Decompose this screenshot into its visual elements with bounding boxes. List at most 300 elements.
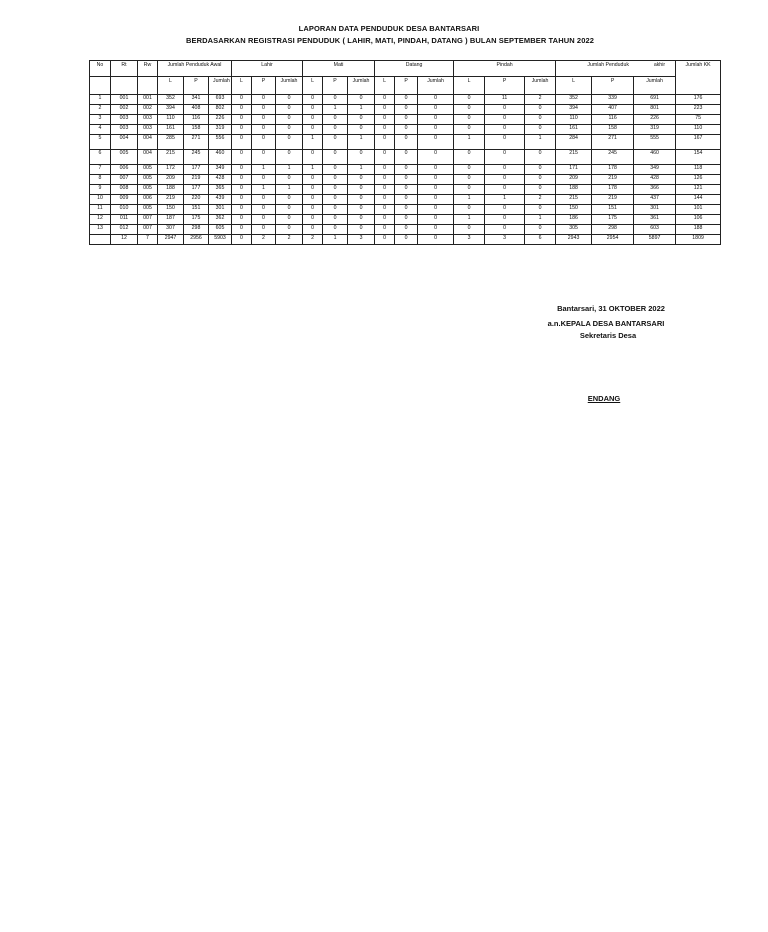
table-cell: 106 [676, 215, 721, 225]
table-cell: 0 [323, 165, 348, 175]
table-cell: 0 [348, 215, 375, 225]
table-cell: 0 [395, 185, 418, 195]
table-cell: 0 [375, 135, 395, 150]
subheader-mati-jumlah: Jumlah [348, 77, 375, 95]
table-cell: 010 [111, 205, 138, 215]
table-cell: 7 [90, 165, 111, 175]
table-cell: 008 [111, 185, 138, 195]
table-cell: 801 [634, 105, 676, 115]
table-cell: 0 [232, 185, 252, 195]
table-cell: 175 [592, 215, 634, 225]
table-cell: 1 [276, 165, 303, 175]
table-cell: 0 [454, 175, 485, 185]
table-cell: 605 [209, 225, 232, 235]
table-cell: 004 [138, 150, 158, 165]
table-cell: 002 [138, 105, 158, 115]
table-cell: 0 [323, 185, 348, 195]
table-cell: 8 [90, 175, 111, 185]
table-cell: 307 [158, 225, 184, 235]
total-cell: 1 [323, 235, 348, 245]
signature-place-date: Bantarsari, 31 OKTOBER 2022 [557, 304, 665, 313]
table-cell: 0 [276, 135, 303, 150]
table-cell: 004 [138, 135, 158, 150]
table-cell: 0 [418, 105, 454, 115]
table-cell: 116 [184, 115, 209, 125]
table-cell: 0 [395, 195, 418, 205]
table-cell: 408 [184, 105, 209, 115]
table-cell: 188 [676, 225, 721, 235]
table-cell: 341 [184, 95, 209, 105]
table-cell: 144 [676, 195, 721, 205]
table-cell: 339 [592, 95, 634, 105]
table-cell: 188 [556, 185, 592, 195]
table-cell: 0 [348, 150, 375, 165]
table-cell: 0 [375, 195, 395, 205]
table-cell: 0 [395, 165, 418, 175]
table-cell: 0 [454, 125, 485, 135]
table-cell: 0 [252, 135, 276, 150]
table-cell: 0 [418, 185, 454, 195]
table-cell: 0 [485, 225, 525, 235]
table-cell: 001 [111, 95, 138, 105]
signature-on-behalf: a.n.KEPALA DESA BANTARSARI [547, 319, 665, 328]
table-cell: 0 [525, 165, 556, 175]
table-cell: 175 [184, 215, 209, 225]
table-cell: 1 [348, 135, 375, 150]
header-mati: Mati [303, 61, 375, 77]
table-cell: 0 [348, 195, 375, 205]
table-cell: 167 [676, 135, 721, 150]
table-cell: 319 [634, 125, 676, 135]
subheader-datang-l: L [375, 77, 395, 95]
table-cell: 0 [485, 215, 525, 225]
table-cell: 1 [90, 95, 111, 105]
table-cell: 0 [232, 115, 252, 125]
table-cell: 0 [418, 175, 454, 185]
table-cell: 0 [454, 95, 485, 105]
table-row [90, 205, 721, 215]
header-akhir [556, 61, 676, 77]
table-cell: 0 [276, 150, 303, 165]
table-cell: 0 [395, 105, 418, 115]
table-cell: 219 [184, 175, 209, 185]
table-cell: 172 [158, 165, 184, 175]
table-cell: 0 [375, 225, 395, 235]
total-cell: 6 [525, 235, 556, 245]
table-row [90, 185, 721, 195]
table-cell: 0 [418, 95, 454, 105]
total-cell: 2956 [184, 235, 209, 245]
table-cell: 215 [556, 150, 592, 165]
table-cell: 0 [375, 95, 395, 105]
table-cell: 0 [454, 185, 485, 195]
subheader-mati-l: L [303, 77, 323, 95]
table-cell: 0 [348, 185, 375, 195]
table-cell: 1 [485, 195, 525, 205]
total-cell: 2 [252, 235, 276, 245]
table-cell: 0 [525, 205, 556, 215]
table-cell: 006 [111, 165, 138, 175]
table-cell: 394 [556, 105, 592, 115]
table-cell: 007 [111, 175, 138, 185]
table-cell: 0 [485, 105, 525, 115]
table-cell: 0 [232, 215, 252, 225]
subheader-pindah-jumlah: Jumlah [525, 77, 556, 95]
table-cell: 75 [676, 115, 721, 125]
header-akhir-label: Jumlah Penduduk [587, 62, 629, 68]
table-cell: 1 [252, 185, 276, 195]
table-row [90, 105, 721, 115]
table-cell: 0 [375, 175, 395, 185]
table-cell: 428 [634, 175, 676, 185]
signature-name [570, 394, 630, 403]
table-cell: 219 [592, 175, 634, 185]
table-cell: 0 [525, 225, 556, 235]
table-cell: 0 [395, 125, 418, 135]
table-cell: 002 [111, 105, 138, 115]
table-row [90, 215, 721, 225]
header-lahir: Lahir [232, 61, 303, 77]
table-cell: 301 [634, 205, 676, 215]
table-cell: 245 [184, 150, 209, 165]
table-cell: 0 [525, 150, 556, 165]
table-cell: 110 [158, 115, 184, 125]
table-cell: 171 [556, 165, 592, 175]
table-cell: 006 [138, 195, 158, 205]
table-row [90, 115, 721, 125]
table-cell: 0 [232, 165, 252, 175]
table-cell: 005 [138, 165, 158, 175]
table-cell: 352 [556, 95, 592, 105]
table-cell: 178 [592, 185, 634, 195]
total-cell: 12 [111, 235, 138, 245]
table-cell: 0 [418, 205, 454, 215]
table-cell: 0 [252, 125, 276, 135]
table-cell: 305 [556, 225, 592, 235]
table-row [90, 175, 721, 185]
subheader-akhir-jumlah: Jumlah [634, 77, 676, 95]
header-kk: Jumlah KK [676, 61, 721, 95]
table-cell: 0 [276, 215, 303, 225]
table-cell: 1 [348, 165, 375, 175]
subheader-pindah-p: P [485, 77, 525, 95]
table-cell: 0 [348, 175, 375, 185]
table-cell: 154 [676, 150, 721, 165]
table-cell: 110 [556, 115, 592, 125]
table-cell: 0 [232, 195, 252, 205]
table-cell: 0 [252, 195, 276, 205]
table-cell: 0 [348, 225, 375, 235]
table-cell: 0 [276, 105, 303, 115]
table-cell: 691 [634, 95, 676, 105]
table-cell: 0 [323, 150, 348, 165]
table-cell: 215 [556, 195, 592, 205]
table-cell: 0 [252, 215, 276, 225]
table-cell: 150 [556, 205, 592, 215]
table-cell: 0 [303, 195, 323, 205]
table-cell: 151 [184, 205, 209, 215]
total-cell: 3 [348, 235, 375, 245]
table-cell: 0 [276, 195, 303, 205]
table-cell: 0 [232, 135, 252, 150]
table-cell: 285 [158, 135, 184, 150]
table-cell: 0 [418, 125, 454, 135]
table-cell: 005 [138, 185, 158, 195]
table-cell: 0 [418, 225, 454, 235]
table-cell: 0 [525, 175, 556, 185]
table-cell: 301 [209, 205, 232, 215]
table-cell: 226 [634, 115, 676, 125]
table-cell: 1 [276, 185, 303, 195]
table-cell: 0 [232, 225, 252, 235]
table-cell: 0 [485, 125, 525, 135]
table-cell: 0 [454, 225, 485, 235]
signature-name-text: ENDANG [587, 394, 621, 403]
subheader-empty [90, 77, 111, 95]
table-row [90, 125, 721, 135]
table-cell: 0 [323, 175, 348, 185]
table-cell: 007 [138, 225, 158, 235]
table-cell: 0 [232, 125, 252, 135]
table-row [90, 165, 721, 175]
total-cell: 2 [303, 235, 323, 245]
table-cell: 0 [418, 135, 454, 150]
total-cell: 0 [395, 235, 418, 245]
table-cell: 0 [276, 115, 303, 125]
table-cell: 0 [454, 105, 485, 115]
table-cell: 9 [90, 185, 111, 195]
table-total-row [90, 235, 721, 245]
subheader-datang-jumlah: Jumlah [418, 77, 454, 95]
table-header-row [90, 61, 721, 77]
table-cell: 4 [90, 125, 111, 135]
table-cell: 177 [184, 185, 209, 195]
table-cell: 0 [418, 115, 454, 125]
table-cell: 003 [111, 115, 138, 125]
subheader-lahir-jumlah: Jumlah [276, 77, 303, 95]
table-cell: 0 [303, 95, 323, 105]
header-rw: Rw [138, 61, 158, 77]
table-cell: 1 [525, 135, 556, 150]
header-awal: Jumlah Penduduk Awal [158, 61, 232, 77]
total-cell: 2 [276, 235, 303, 245]
subheader-empty [111, 77, 138, 95]
header-rt: Rt [111, 61, 138, 77]
table-cell: 178 [592, 165, 634, 175]
total-cell: 0 [232, 235, 252, 245]
table-cell: 1 [454, 195, 485, 205]
total-cell: 0 [375, 235, 395, 245]
table-cell: 158 [184, 125, 209, 135]
table-cell: 226 [209, 115, 232, 125]
table-cell: 361 [634, 215, 676, 225]
table-cell: 1 [252, 165, 276, 175]
table-cell: 0 [485, 150, 525, 165]
table-cell: 151 [592, 205, 634, 215]
table-cell: 349 [209, 165, 232, 175]
table-cell: 603 [634, 225, 676, 235]
table-cell: 0 [375, 125, 395, 135]
table-cell: 0 [323, 195, 348, 205]
table-cell: 0 [395, 115, 418, 125]
table-cell: 349 [634, 165, 676, 175]
table-cell: 005 [111, 150, 138, 165]
table-cell: 0 [303, 175, 323, 185]
subheader-awal-l: L [158, 77, 184, 95]
table-cell: 186 [556, 215, 592, 225]
table-cell: 0 [525, 125, 556, 135]
table-cell: 0 [418, 165, 454, 175]
table-cell: 0 [232, 105, 252, 115]
table-cell: 0 [375, 115, 395, 125]
table-cell: 0 [348, 205, 375, 215]
table-cell: 126 [676, 175, 721, 185]
table-cell: 0 [454, 165, 485, 175]
table-cell: 407 [592, 105, 634, 115]
table-cell: 693 [209, 95, 232, 105]
table-cell: 352 [158, 95, 184, 105]
table-cell: 012 [111, 225, 138, 235]
subheader-awal-p: P [184, 77, 209, 95]
table-cell: 460 [209, 150, 232, 165]
table-cell: 0 [252, 115, 276, 125]
subheader-akhir-p: P [592, 77, 634, 95]
table-row [90, 135, 721, 150]
table-cell: 6 [90, 150, 111, 165]
total-cell: 1809 [676, 235, 721, 245]
table-cell: 0 [276, 175, 303, 185]
table-cell: 12 [90, 215, 111, 225]
table-cell: 2 [90, 105, 111, 115]
table-cell: 0 [375, 205, 395, 215]
table-cell: 150 [158, 205, 184, 215]
table-cell: 005 [138, 205, 158, 215]
table-cell: 220 [184, 195, 209, 205]
subheader-empty [138, 77, 158, 95]
table-cell: 0 [303, 115, 323, 125]
table-cell: 1 [525, 215, 556, 225]
table-cell: 0 [395, 215, 418, 225]
subheader-akhir-l: L [556, 77, 592, 95]
table-cell: 0 [485, 115, 525, 125]
table-cell: 0 [375, 185, 395, 195]
total-cell: 5903 [209, 235, 232, 245]
table-cell: 1 [454, 135, 485, 150]
table-cell: 245 [592, 150, 634, 165]
table-cell: 0 [252, 95, 276, 105]
total-cell: 3 [485, 235, 525, 245]
table-cell: 362 [209, 215, 232, 225]
subheader-awal-jumlah: Jumlah [209, 77, 232, 95]
table-cell: 437 [634, 195, 676, 205]
table-cell: 215 [158, 150, 184, 165]
table-cell: 0 [525, 115, 556, 125]
table-cell: 0 [323, 95, 348, 105]
table-cell: 0 [303, 125, 323, 135]
table-cell: 0 [232, 175, 252, 185]
table-cell: 284 [556, 135, 592, 150]
table-cell: 2 [525, 95, 556, 105]
table-cell: 0 [454, 150, 485, 165]
table-cell: 0 [525, 185, 556, 195]
table-cell: 0 [232, 205, 252, 215]
table-cell: 223 [676, 105, 721, 115]
table-cell: 0 [418, 195, 454, 205]
table-cell: 298 [184, 225, 209, 235]
table-row [90, 195, 721, 205]
table-cell: 0 [395, 135, 418, 150]
table-cell: 161 [158, 125, 184, 135]
table-cell: 3 [90, 115, 111, 125]
table-cell: 10 [90, 195, 111, 205]
table-cell: 0 [276, 205, 303, 215]
table-cell: 219 [592, 195, 634, 205]
table-cell: 0 [323, 205, 348, 215]
subheader-mati-p: P [323, 77, 348, 95]
table-cell: 0 [418, 150, 454, 165]
table-cell: 0 [232, 95, 252, 105]
table-cell: 366 [634, 185, 676, 195]
table-cell: 0 [395, 225, 418, 235]
table-cell: 365 [209, 185, 232, 195]
table-cell: 0 [485, 185, 525, 195]
table-cell: 003 [138, 115, 158, 125]
table-cell: 004 [111, 135, 138, 150]
table-cell: 0 [303, 185, 323, 195]
table-cell: 209 [158, 175, 184, 185]
table-cell: 0 [303, 150, 323, 165]
table-cell: 005 [138, 175, 158, 185]
table-cell: 0 [276, 225, 303, 235]
table-cell: 1 [454, 215, 485, 225]
report-title: LAPORAN DATA PENDUDUK DESA BANTARSARI [298, 24, 480, 33]
table-cell: 176 [676, 95, 721, 105]
table-subheader-row [90, 77, 721, 95]
table-cell: 003 [111, 125, 138, 135]
table-cell: 0 [375, 215, 395, 225]
table-cell: 0 [485, 135, 525, 150]
table-cell: 219 [158, 195, 184, 205]
table-cell: 209 [556, 175, 592, 185]
table-cell: 007 [138, 215, 158, 225]
table-cell: 439 [209, 195, 232, 205]
table-cell: 003 [138, 125, 158, 135]
table-cell: 0 [525, 105, 556, 115]
total-cell: 2954 [592, 235, 634, 245]
table-cell: 555 [634, 135, 676, 150]
subheader-lahir-p: P [252, 77, 276, 95]
table-cell: 0 [303, 215, 323, 225]
table-cell: 1 [303, 135, 323, 150]
table-cell: 271 [184, 135, 209, 150]
total-cell: 3 [454, 235, 485, 245]
table-cell: 0 [485, 205, 525, 215]
table-cell: 556 [209, 135, 232, 150]
table-row [90, 225, 721, 235]
table-cell: 11 [90, 205, 111, 215]
table-cell: 394 [158, 105, 184, 115]
table-cell: 0 [323, 125, 348, 135]
table-cell: 0 [348, 115, 375, 125]
table-row [90, 95, 721, 105]
total-cell: 5897 [634, 235, 676, 245]
signature-position: Sekretaris Desa [579, 331, 637, 340]
table-cell: 428 [209, 175, 232, 185]
table-cell: 802 [209, 105, 232, 115]
table-cell: 0 [252, 225, 276, 235]
header-pindah: Pindah [454, 61, 556, 77]
table-cell: 1 [323, 105, 348, 115]
